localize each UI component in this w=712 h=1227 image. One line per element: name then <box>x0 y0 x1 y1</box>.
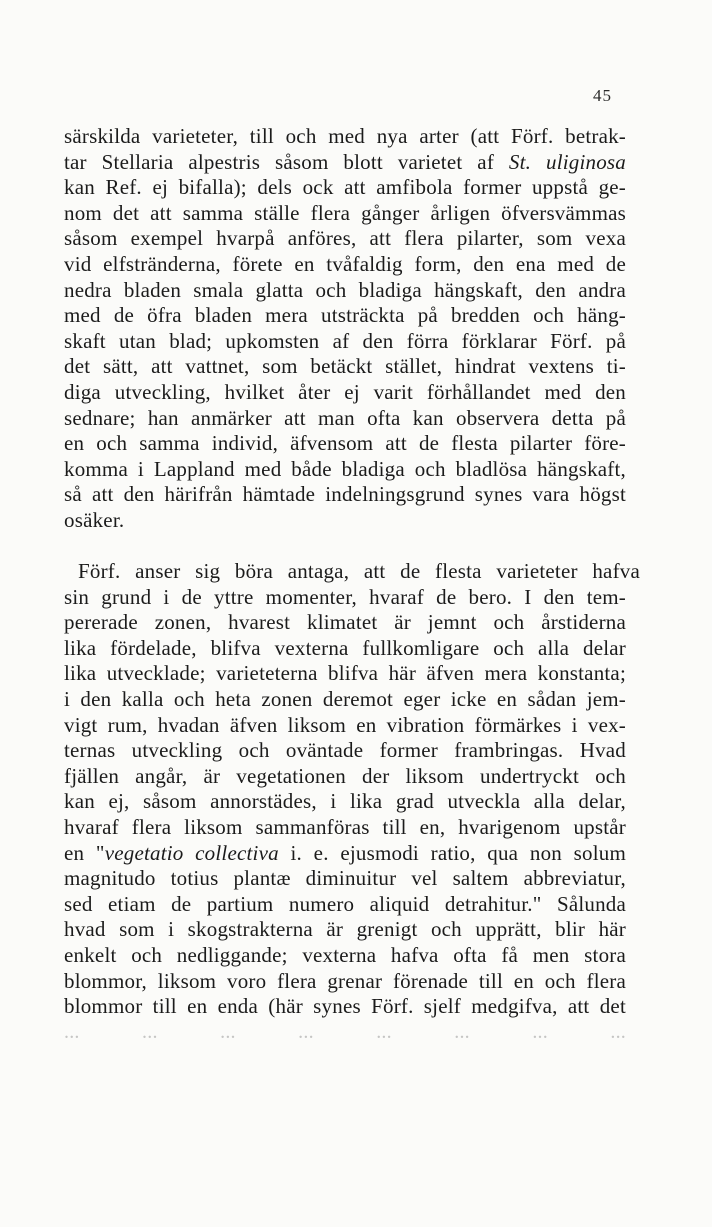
text-line: vid elfstränderna, förete en tvåfaldig form, den ena med de <box>64 251 626 276</box>
text-line: det sätt, att vattnet, som betäckt stället, hindrat vextens ti- <box>64 354 626 379</box>
text-line: magnitudo totius plantæ diminuitur vel saltem abbreviatur, <box>64 866 626 891</box>
text-line: osäker. <box>64 507 125 532</box>
paragraph-1 <box>64 124 626 534</box>
text-line: diga utveckling, hvilket åter ej varit förhållandet med den <box>64 379 626 404</box>
text-line: kan ej, såsom annorstädes, i lika grad utveckla alla delar, <box>64 789 626 814</box>
text-line: vigt rum, hvadan äfven liksom en vibration förmärkes i vex- <box>64 712 626 737</box>
text-line: Förf. anser sig böra antaga, att de flesta varieteter hafva <box>78 559 640 584</box>
text-line: pererade zonen, hvarest klimatet är jemnt och årstiderna <box>64 610 626 635</box>
text-line: såsom exempel hvarpå anföres, att flera pilarter, som vexa <box>64 226 626 251</box>
text-line: så att den härifrån hämtade indelningsgrund synes vara högst <box>64 482 626 507</box>
text-line: en och samma individ, äfvensom att de flesta pilarter före- <box>64 431 626 456</box>
text-line: i den kalla och heta zonen deremot eger icke en sådan jem- <box>64 687 626 712</box>
text-line: sed etiam de partium numero aliquid detrahitur." Sålunda <box>64 891 626 916</box>
body-text <box>64 124 640 1045</box>
text-line: nedra bladen smala glatta och bladiga hängskaft, den andra <box>64 277 626 302</box>
paragraph-spacer <box>64 534 626 560</box>
text-line: sin grund i de yttre momenter, hvaraf de bero. I den tem- <box>64 584 626 609</box>
italic-term: vegetatio collectiva <box>104 840 279 865</box>
page-number: 45 <box>593 86 612 105</box>
text-line: nom det att samma ställe flera gånger årligen öfversvämmas <box>64 200 626 225</box>
text-line: blommor, liksom voro flera grenar förenade till en och flera <box>64 968 626 993</box>
text-line: en "vegetatio collectiva i. e. ejusmodi ratio, qua non solum <box>64 840 627 865</box>
italic-term: St. uliginosa <box>508 149 626 174</box>
text-line: sednare; han anmärker att man ofta kan observera detta på <box>64 405 626 430</box>
text-line: kan Ref. ej bifalla); dels ock att amfibola former uppstå ge- <box>64 175 626 200</box>
text-line: skaft utan blad; upkomsten af den förra förklarar Förf. på <box>64 328 626 353</box>
text-line: komma i Lappland med både bladiga och bladlösa hängskaft, <box>64 456 626 481</box>
paragraph-2 <box>64 559 640 1020</box>
text-line: hvaraf flera liksom sammanföras till en, hvarigenom upstår <box>64 815 626 840</box>
text-line: särskilda varieteter, till och med nya arter (att Förf. betrak- <box>64 124 626 148</box>
text-line: hvad som i skogstrakterna är grenigt och upprätt, blir här <box>64 917 626 942</box>
bleed-through-line: ... ... ... ... ... ... ... ... <box>64 1020 626 1043</box>
text-line: med de öfra bladen mera utsträckta på bredden och häng- <box>64 303 626 328</box>
text-line: enkelt och nedliggande; vexterna hafva ofta få men stora <box>64 943 626 967</box>
text-line: fjällen angår, är vegetationen der liksom undertryckt och <box>64 763 626 788</box>
text-line: lika utvecklade; varieteterna blifva här äfven mera konstanta; <box>64 661 626 686</box>
text-line: ternas utveckling och oväntade former frambringas. Hvad <box>64 738 626 763</box>
text-line: blommor till en enda (här synes Förf. sjelf medgifva, att det <box>64 994 626 1019</box>
text-line: lika fördelade, blifva vexterna fullkomligare och alla delar <box>64 635 626 660</box>
text-line: tar Stellaria alpestris såsom blott varietet af St. uliginosa <box>64 149 626 174</box>
